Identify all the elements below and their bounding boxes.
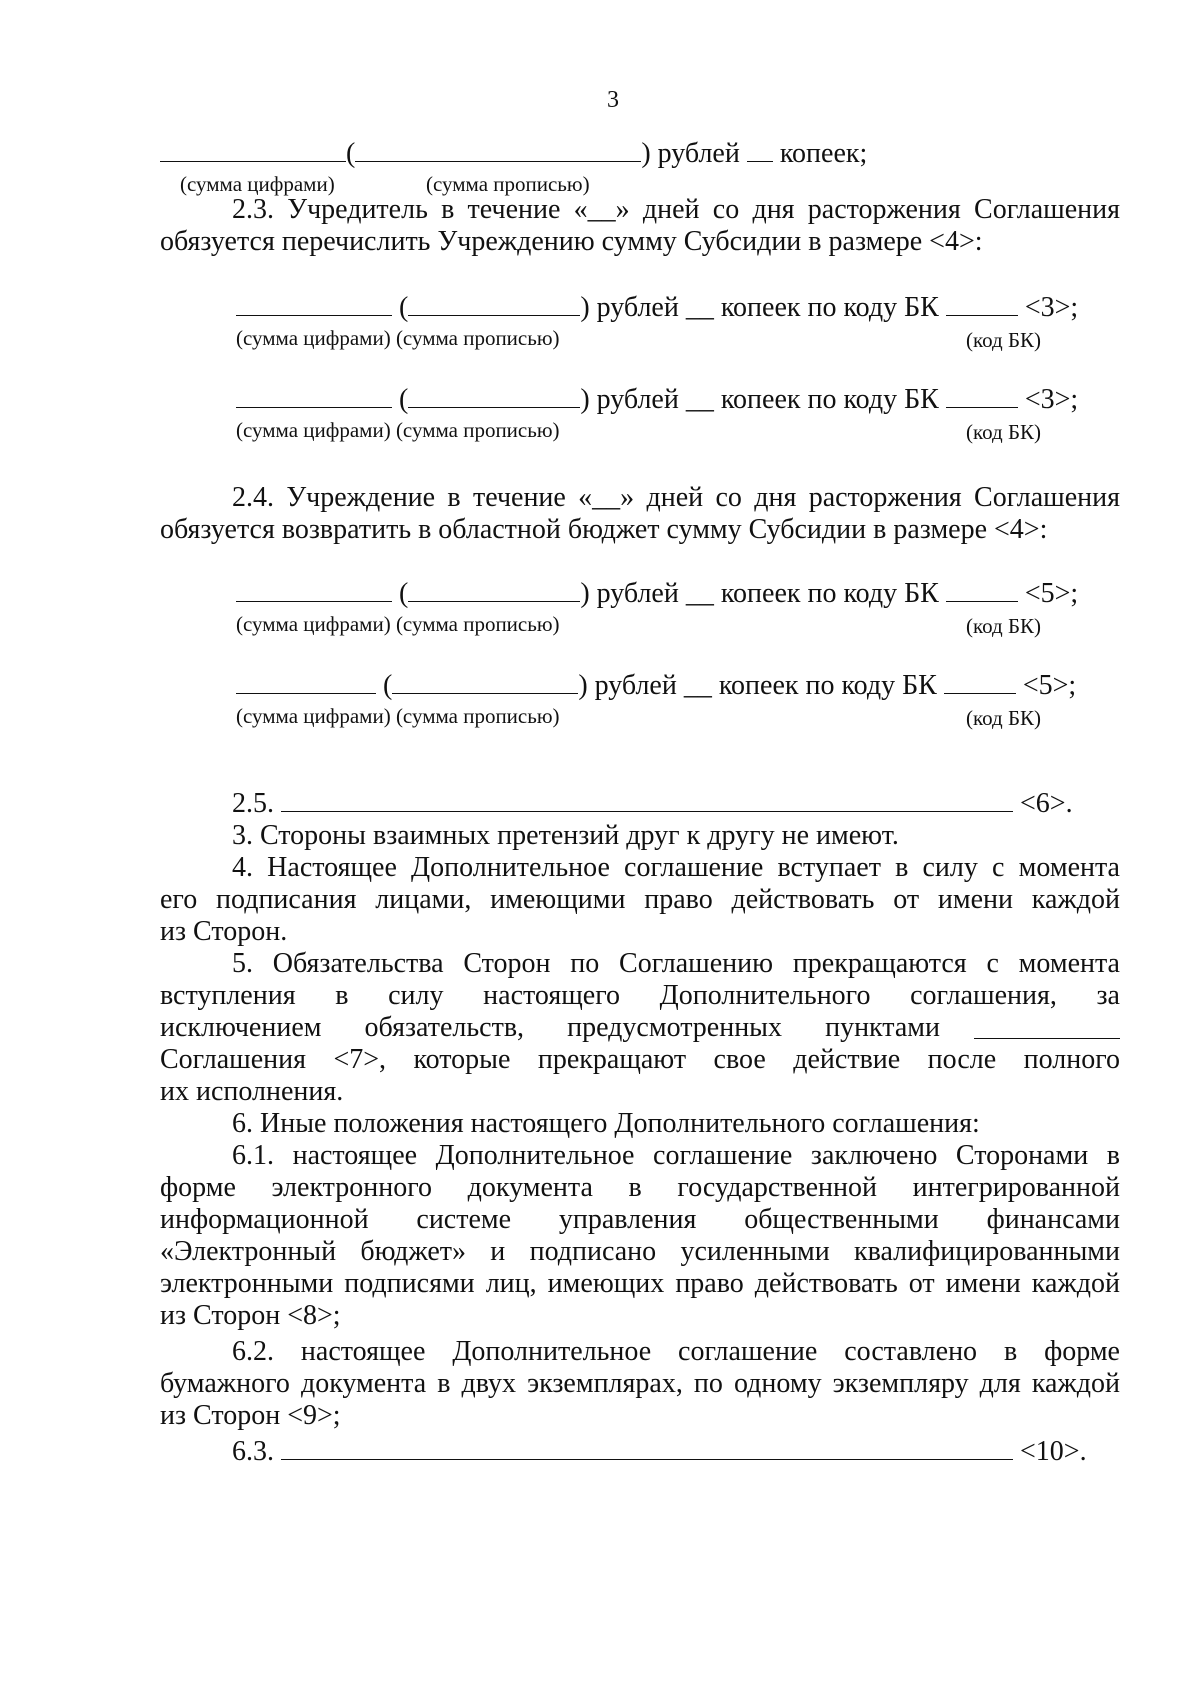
p6-1-line6: из Сторон <8>; bbox=[160, 1300, 341, 1331]
blank-p5-items bbox=[974, 1016, 1120, 1039]
bk3-row-2: ( ) рублей __ копеек по коду БК <3>; bbox=[236, 384, 1078, 416]
blank-sum-words bbox=[355, 139, 641, 162]
p2-5: 2.5. <6>. bbox=[232, 788, 1073, 819]
bk5-row-2: ( ) рублей __ копеек по коду БК <5>; bbox=[236, 670, 1076, 702]
p4-line3: из Сторон. bbox=[160, 916, 288, 947]
page-number: 3 bbox=[607, 87, 619, 113]
blank-p6-3 bbox=[281, 1437, 1013, 1460]
bk5-row-1: ( ) рублей __ копеек по коду БК <5>; bbox=[236, 578, 1078, 610]
p2-4-line1: 2.4. Учреждение в течение «__» дней со дня расторжения Соглашения bbox=[232, 482, 1120, 513]
caption-sum-words: (сумма прописью) bbox=[426, 172, 590, 196]
p4-line1: 4. Настоящее Дополнительное соглашение вступает в силу с момента bbox=[232, 852, 1120, 883]
blank-kopeks bbox=[747, 139, 773, 162]
bk5-row-2-caption-sum: (сумма цифрами) (сумма прописью) bbox=[236, 704, 560, 728]
p6-1-line2: форме электронного документа в государственной интегрированной bbox=[160, 1172, 1120, 1203]
p6-3: 6.3. <10>. bbox=[232, 1436, 1087, 1467]
p5-line1: 5. Обязательства Сторон по Соглашению прекращаются с момента bbox=[232, 948, 1120, 979]
bk3-row-2-caption-bk: (код БК) bbox=[966, 420, 1042, 444]
bk5-row-2-caption-bk: (код БК) bbox=[966, 706, 1042, 730]
p6-1-line1: 6.1. настоящее Дополнительное соглашение заключено Сторонами в bbox=[232, 1140, 1120, 1171]
bk3-row-1-caption-bk: (код БК) bbox=[966, 328, 1042, 352]
bk5-row-1-caption-bk: (код БК) bbox=[966, 614, 1042, 638]
p6-2-line3: из Сторон <9>; bbox=[160, 1400, 341, 1431]
document-page: 3 ( ) рублей копеек; (сумма цифрами) (сумма прописью) 2.3. Учредитель в течение «__» дней со дня расторжения Соглашения обязуется перечислить Учреждению сумму Субсидии в размере <4>: ( ) рублей __ копеек по коду БК <3>; (сумма цифрами) (сумма прописью) (код БК) ( ) рублей __ копеек по коду БК <3>; (сумма цифрами) (сумма прописью) (код БК) 2.4. Учреждение в течение «__» дней со дня расторжения Соглашения обязуется возвратить в областной бюджет сумму Субсидии в размере <4>: ( ) рублей __ копеек по коду БК <5>; (сумма цифрами) (сумма прописью) (код БК) ( ) рублей __ копеек по коду БК <5>; (сумма цифрами) (сумма прописью) (код БК) 2.5. <6>. 3. Стороны взаимных претензий друг к другу не имеют. 4. Настоящее Дополнительное соглашение вступает в силу с момента его подписания лицами, имеющими право действовать от имени каждой из Сторон. 5. Обязательства Сторон по Соглашению прекращаются с момента вступления в силу настоящего Дополнительного соглашения, за исключением обязательств, предусмотренных пунктами Соглашения <7>, которые прекращают свое действие после полного их исполнения. 6. Иные положения настоящего Дополнительного соглашения: 6.1. настоящее Дополнительное соглашение заключено Сторонами в форме электронного документа в государственной интегрированной информационной системе управления общественными финансами «Электронный бюджет» и подписано усиленными квалифицированными электронными подписями лиц, имеющих право действовать от имени каждой из Сторон <8>; 6.2. настоящее Дополнительное соглашение составлено в форме бумажного документа в двух экземплярах, по одному экземпляру для каждой из Сторон <9>; 6.3. <10>. bbox=[0, 0, 1200, 1692]
p2-3-line2: обязуется перечислить Учреждению сумму Субсидии в размере <4>: bbox=[160, 226, 983, 257]
p6-1-line3: информационной системе управления общественными финансами bbox=[160, 1204, 1120, 1235]
bk3-row-2-caption-sum: (сумма цифрами) (сумма прописью) bbox=[236, 418, 560, 442]
p5-line2: вступления в силу настоящего Дополнительного соглашения, за bbox=[160, 980, 1120, 1011]
blank-sum-digits bbox=[160, 139, 346, 162]
p2-3-line1: 2.3. Учредитель в течение «__» дней со дня расторжения Соглашения bbox=[232, 194, 1120, 225]
blank-p2-5 bbox=[281, 789, 1013, 812]
bk3-row-1-caption-sum: (сумма цифрами) (сумма прописью) bbox=[236, 326, 560, 350]
bk5-row-1-caption-sum: (сумма цифрами) (сумма прописью) bbox=[236, 612, 560, 636]
caption-sum-digits: (сумма цифрами) bbox=[180, 172, 335, 196]
p6-2-line2: бумажного документа в двух экземплярах, по одному экземпляру для каждой bbox=[160, 1368, 1120, 1399]
p6: 6. Иные положения настоящего Дополнительного соглашения: bbox=[232, 1108, 980, 1139]
p4-line2: его подписания лицами, имеющими право действовать от имени каждой bbox=[160, 884, 1120, 915]
p6-2-line1: 6.2. настоящее Дополнительное соглашение составлено в форме bbox=[232, 1336, 1120, 1367]
p6-1-line5: электронными подписями лиц, имеющих право действовать от имени каждой bbox=[160, 1268, 1120, 1299]
p2-4-line2: обязуется возвратить в областной бюджет сумму Субсидии в размере <4>: bbox=[160, 514, 1048, 545]
p5-line5: их исполнения. bbox=[160, 1076, 344, 1107]
p6-1-line4: «Электронный бюджет» и подписано усиленными квалифицированными bbox=[160, 1236, 1120, 1267]
p3: 3. Стороны взаимных претензий друг к другу не имеют. bbox=[232, 820, 899, 851]
sum-line-top: ( ) рублей копеек; bbox=[160, 138, 867, 170]
p5-line4: Соглашения <7>, которые прекращают свое действие после полного bbox=[160, 1044, 1120, 1075]
bk3-row-1: ( ) рублей __ копеек по коду БК <3>; bbox=[236, 292, 1078, 324]
